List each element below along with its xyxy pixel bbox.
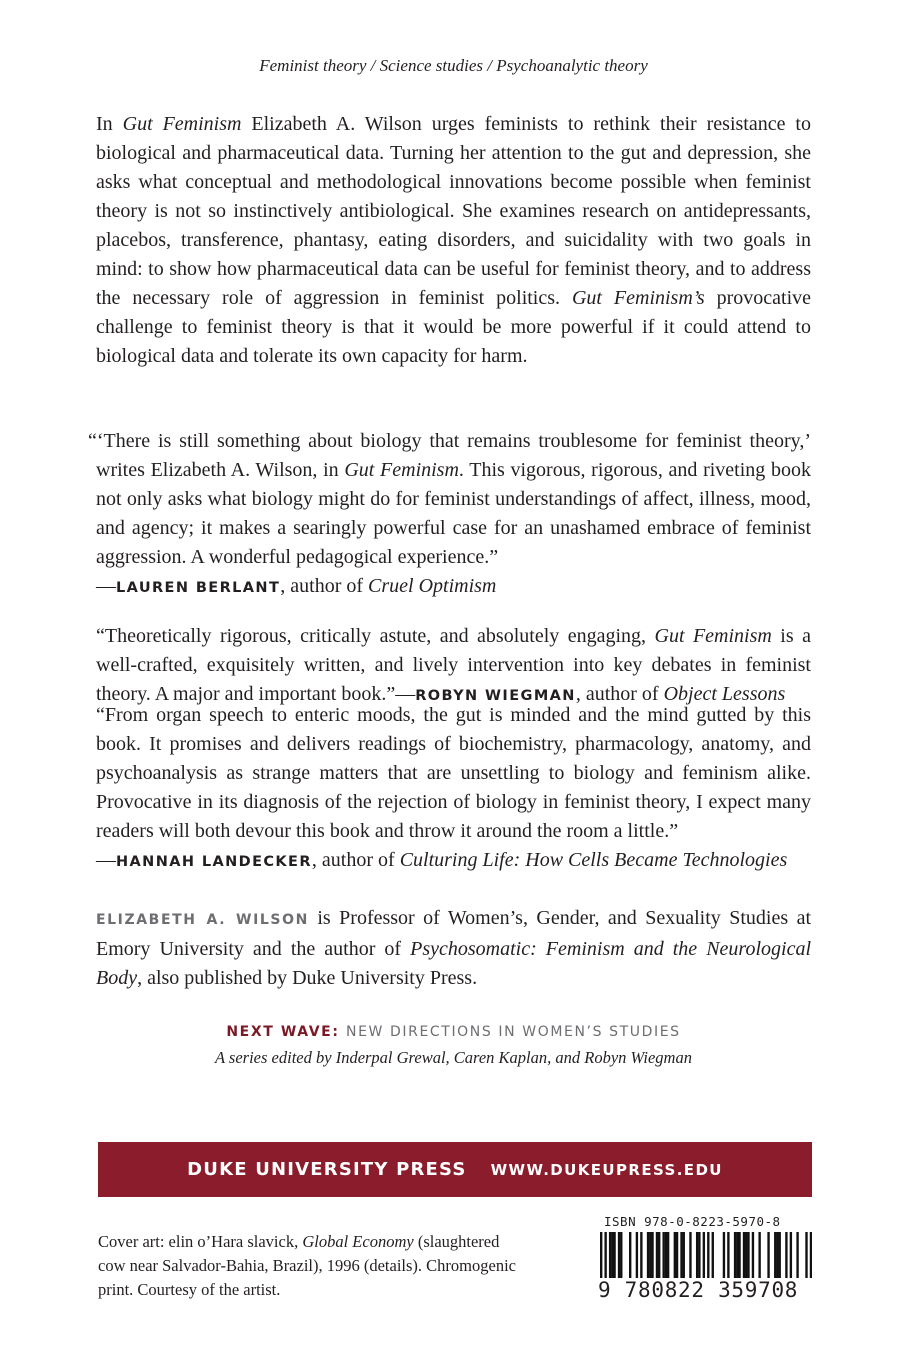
desc-in: In: [96, 113, 123, 135]
barcode-bar: [683, 1232, 685, 1278]
barcode-bar: [658, 1232, 660, 1278]
blurb-title: Gut Feminism: [654, 625, 772, 647]
cover-art-work: Global Economy: [302, 1232, 414, 1251]
blurb-text: . This vigorous, rigorous, and riveting book not only asks what biology might do for feminist understandings of affect, illness, mood, and agency; it makes a searingly powerful case for an unashamed embrace of feminist aggression. A wonderful pedagogical experience.”: [96, 459, 811, 568]
series-info: [0, 1024, 907, 1068]
press-url: WWW.DUKEUPRESS.EDU: [490, 1160, 723, 1179]
barcode-bar: [618, 1232, 620, 1278]
barcode-bar: [774, 1232, 776, 1278]
barcode-bar: [600, 1232, 602, 1278]
barcode-bar: [703, 1232, 705, 1278]
barcode-bar: [698, 1232, 700, 1278]
barcode-bar: [662, 1232, 664, 1278]
barcode-bar: [767, 1232, 769, 1278]
barcode-bar: [779, 1232, 781, 1278]
blurb-author-work: Culturing Life: How Cells Became Technologies: [399, 849, 788, 871]
barcode-bar: [747, 1232, 749, 1278]
barcode-bar: [665, 1232, 667, 1278]
blurb-berlant: [88, 427, 811, 603]
barcode-bar: [745, 1232, 747, 1278]
barcode-bar: [676, 1232, 678, 1278]
barcode-bar: [810, 1232, 812, 1278]
barcode-bar: [620, 1232, 622, 1278]
desc-text-1: Elizabeth A. Wilson urges feminists to rethink their resistance to biological and pharmaceutical data. Turning her attention to the gut and depression, she asks what conceptual and methodological innovations become possible when feminist theory is not so instinctively antibiological. She examines research on antidepressants, placebos, transference, phantasy, eating disorders, and suicidality with two goals in mind: to show how pharmaceutical data can be useful for feminist theory, and to address the necessary role of aggression in feminist politics.: [96, 113, 811, 309]
isbn-label: ISBN 978-0-8223-5970-8: [604, 1214, 781, 1229]
blurb-author-work: Object Lessons: [663, 683, 786, 705]
press-banner: [98, 1142, 812, 1197]
barcode-bar: [629, 1232, 631, 1278]
barcode-bar: [727, 1232, 729, 1278]
series-subtitle: NEW DIRECTIONS IN WOMEN’S STUDIES: [346, 1024, 681, 1040]
series-editors: A series edited by Inderpal Grewal, Caren Kaplan, and Robyn Wiegman: [215, 1048, 692, 1067]
barcode-bar: [604, 1232, 606, 1278]
blurb-text: “‘There is still something about biology that remains troublesome for feminist theory,’ writes Elizabeth A. Wilson, in: [88, 430, 811, 481]
blurb-author-work: Cruel Optimism: [368, 575, 497, 597]
blurb-attribution: —LAUREN BERLANT, author of Cruel Optimism: [96, 575, 497, 597]
desc-text-2: provocative challenge to feminist theory is that it would be more powerful if it could attend to biological data and tolerate its own capacity for harm.: [96, 287, 811, 367]
barcode-bar: [738, 1232, 740, 1278]
blurb-text: “Theoretically rigorous, critically astute, and absolutely engaging,: [96, 625, 655, 647]
barcode-bar: [805, 1232, 807, 1278]
blurb-title: Gut Feminism: [344, 459, 459, 481]
barcode-bar: [689, 1232, 691, 1278]
blurb-author-name: ROBYN WIEGMAN: [415, 688, 576, 704]
barcode-bar: [758, 1232, 760, 1278]
barcode-bar: [796, 1232, 798, 1278]
barcode-bar: [611, 1232, 613, 1278]
barcode-bar: [752, 1232, 754, 1278]
barcode-bar: [707, 1232, 709, 1278]
barcode-bar: [667, 1232, 669, 1278]
author-name: ELIZABETH A. WILSON: [96, 912, 309, 928]
blurb-text: “From organ speech to enteric moods, the gut is minded and the mind gutted by this book. It promises and delivers readings of biochemistry, pharmacology, anatomy, and psychoanalysis as strange matters that are unsettling to biology and feminism alike. Provocative in its diagnosis of the rejection of biology in feminist theory, I expect many readers will both devour this book and throw it around the room a little.”: [96, 704, 811, 842]
barcode-bar: [743, 1232, 745, 1278]
barcode-bar: [647, 1232, 649, 1278]
cover-art-credit: Cover art: elin o’Hara slavick, Global Economy (slaughtered cow near Salvador-Bahia, Brazil), 1996 (details). Chromogenic print. Courtesy of the artist.: [98, 1232, 516, 1299]
blurb-author-name: HANNAH LANDECKER: [116, 854, 312, 870]
barcode-bar: [696, 1232, 698, 1278]
barcode-bar: [712, 1232, 714, 1278]
barcode-bar: [613, 1232, 615, 1278]
barcode-digits: 9 780822 359708: [598, 1278, 799, 1302]
blurb-attribution: —HANNAH LANDECKER, author of Culturing Life: How Cells Became Technologies: [96, 849, 788, 871]
barcode-bar: [785, 1232, 787, 1278]
barcode-bar: [656, 1232, 658, 1278]
blurb-text: is a well-crafted, exquisitely written, and lively intervention into key debates in feminist theory. A major and important book.”: [96, 625, 811, 705]
blurb-landecker: [96, 701, 811, 877]
barcode-bar: [734, 1232, 736, 1278]
category-line: Feminist theory / Science studies / Psychoanalytic theory: [259, 56, 648, 75]
series-name: NEXT WAVE: [226, 1024, 333, 1040]
barcode-bar: [736, 1232, 738, 1278]
desc-title-2: Gut Feminism’s: [571, 287, 705, 309]
barcode-bar: [723, 1232, 725, 1278]
blurb-author-name: LAUREN BERLANT: [116, 580, 281, 596]
barcode-bar: [609, 1232, 611, 1278]
barcode-bar: [776, 1232, 778, 1278]
author-bio: ELIZABETH A. WILSON is Professor of Women’s, Gender, and Sexuality Studies at Emory University and the author of Psychosomatic: Feminism and the Neurological Body, also published by Duke University Press.: [96, 907, 812, 989]
barcode-bar: [651, 1232, 653, 1278]
barcode-bar: [674, 1232, 676, 1278]
barcode-bar: [680, 1232, 682, 1278]
barcode-bar: [649, 1232, 651, 1278]
press-name: DUKE UNIVERSITY PRESS: [187, 1159, 467, 1180]
blurb-wiegman: “Theoretically rigorous, critically astute, and absolutely engaging, Gut Feminism is a well-crafted, exquisitely written, and lively intervention into key debates in feminist theory. A major and important book.”—ROBYN WIEGMAN, author of Object Lessons: [96, 625, 811, 705]
barcode-bar: [636, 1232, 638, 1278]
author-previous-work: Psychosomatic: Feminism and the Neurological Body: [96, 938, 811, 989]
barcode-bar: [790, 1232, 792, 1278]
barcode-bar: [640, 1232, 642, 1278]
book-description: [96, 110, 811, 371]
desc-title-1: Gut Feminism: [122, 113, 242, 135]
series-title: NEXT WAVE: NEW DIRECTIONS IN WOMEN’S STUDIES: [226, 1024, 681, 1040]
